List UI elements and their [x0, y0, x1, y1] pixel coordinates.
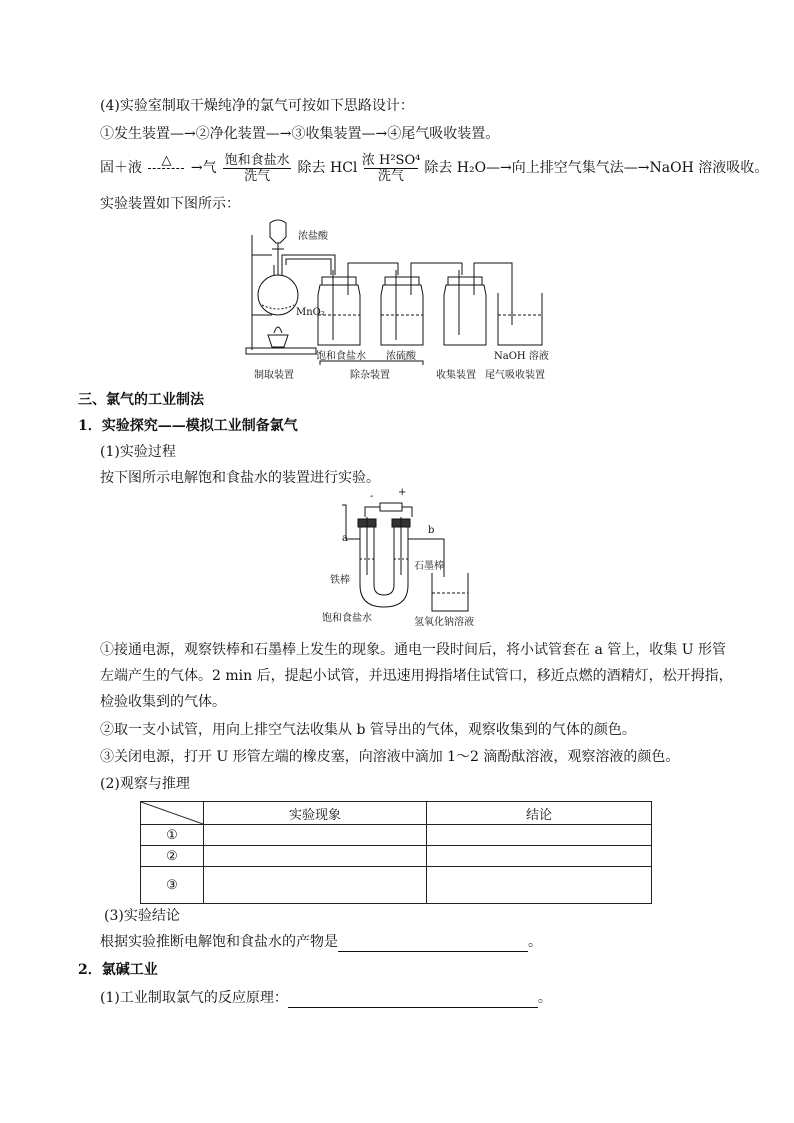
conclusion-line [100, 932, 542, 952]
label-a: a [342, 533, 348, 544]
table-row [141, 846, 652, 867]
flow-start: 固＋液 [100, 160, 142, 176]
subsection1-title: 1．实验探究——模拟工业制备氯气 [78, 418, 298, 434]
principle-line [100, 988, 552, 1008]
remove-h2o: 除去 H₂O—→向上排空气集气法—→NaOH 溶液吸收。 [424, 160, 769, 176]
nacl-wash [221, 153, 293, 184]
section4-title: (4)实验室制取干燥纯净的氯气可按如下思路设计： [100, 98, 414, 114]
table-row [141, 867, 652, 904]
conclusion-title: (3)实验结论 [104, 908, 180, 924]
label-conc-hcl: 浓盐酸 [298, 231, 328, 242]
step2: ②取一支小试管，用向上排空气法收集从 b 管导出的气体，观察收集到的气体的颜色。 [100, 722, 636, 738]
row-label: ② [141, 846, 204, 867]
observe-title: (2)观察与推理 [100, 776, 190, 792]
phenomenon-cell-2[interactable] [204, 846, 427, 867]
step1-line2: 左端产生的气体。2 min 后，提起小试管，并迅速用拇指堵住试管口，移近点燃的酒精灯，松开拇指， [100, 668, 733, 684]
label-purify: 除杂装置 [350, 370, 390, 381]
label-brine: 饱和食盐水 [322, 613, 372, 624]
conclusion-end: 。 [528, 934, 542, 950]
process-title: (1)实验过程 [100, 444, 176, 460]
chlorine-apparatus-diagram [240, 215, 560, 380]
phenomenon-cell-3[interactable] [204, 867, 427, 904]
label-nacl: 饱和食盐水 [316, 351, 366, 362]
conclusion-cell-3[interactable] [427, 867, 652, 904]
electrolysis-diagram [320, 487, 480, 628]
label-prep: 制取装置 [254, 370, 294, 381]
flow-gas: →气 [190, 160, 217, 176]
row-label: ③ [141, 867, 204, 904]
step1-line1: ①接通电源，观察铁棒和石墨棒上发生的现象。通电一段时间后，将小试管套在 a 管上，收集 U 形管 [100, 642, 726, 658]
principle-blank[interactable] [288, 991, 538, 1008]
h2so4-wash [362, 153, 420, 184]
conclusion-text: 根据实验推断电解饱和食盐水的产物是 [100, 934, 338, 950]
label-iron-rod: 铁棒 [330, 575, 350, 586]
heat-symbol: △ [161, 152, 172, 168]
h2so4-wash-top: 浓 H²SO⁴ [361, 152, 421, 168]
heat-arrow [146, 153, 186, 184]
conclusion-cell-2[interactable] [427, 846, 652, 867]
h2so4-wash-bottom: 洗气 [377, 168, 404, 184]
label-naoh: NaOH 溶液 [494, 351, 549, 362]
step3: ③关闭电源，打开 U 形管左端的橡皮塞，向溶液中滴加 1～2 滴酚酞溶液，观察溶液的颜色。 [100, 749, 680, 765]
electrolysis-drawing [320, 495, 480, 625]
phenomenon-cell-1[interactable] [204, 825, 427, 846]
process-intro: 按下图所示电解饱和食盐水的装置进行实验。 [100, 470, 380, 486]
label-collect: 收集装置 [436, 370, 476, 381]
observation-table [140, 801, 652, 904]
label-minus: - [370, 491, 374, 502]
label-naoh-solution: 氢氧化钠溶液 [414, 617, 474, 628]
subsection2-title: 2．氯碱工业 [78, 962, 158, 978]
table-corner-cell [141, 802, 204, 825]
remove-hcl: 除去 HCl [297, 160, 358, 176]
header-phenomenon: 实验现象 [204, 802, 427, 825]
section3-title: 三、氯气的工业制法 [78, 392, 204, 408]
nacl-wash-top: 饱和食盐水 [224, 152, 290, 168]
label-mno2: MnO₂ [296, 307, 325, 318]
label-h2so4: 浓硫酸 [386, 351, 416, 362]
row-label: ① [141, 825, 204, 846]
principle-text: (1)工业制取氯气的反应原理： [100, 990, 288, 1006]
conclusion-blank[interactable] [338, 935, 528, 952]
table-header-row [141, 802, 652, 825]
conclusion-cell-1[interactable] [427, 825, 652, 846]
nacl-wash-bottom: 洗气 [244, 168, 271, 184]
header-conclusion: 结论 [427, 802, 652, 825]
reaction-flow [100, 150, 768, 186]
label-plus: + [398, 487, 407, 498]
label-b: b [428, 525, 435, 536]
label-graphite-rod: 石墨棒 [414, 561, 444, 572]
label-tail: 尾气吸收装置 [485, 370, 545, 381]
principle-end: 。 [537, 990, 552, 1006]
step1-line3: 检验收集到的气体。 [100, 694, 226, 710]
section4-steps: ①发生装置—→②净化装置—→③收集装置—→④尾气吸收装置。 [100, 126, 500, 142]
table-row [141, 825, 652, 846]
apparatus-intro: 实验装置如下图所示： [100, 196, 240, 212]
